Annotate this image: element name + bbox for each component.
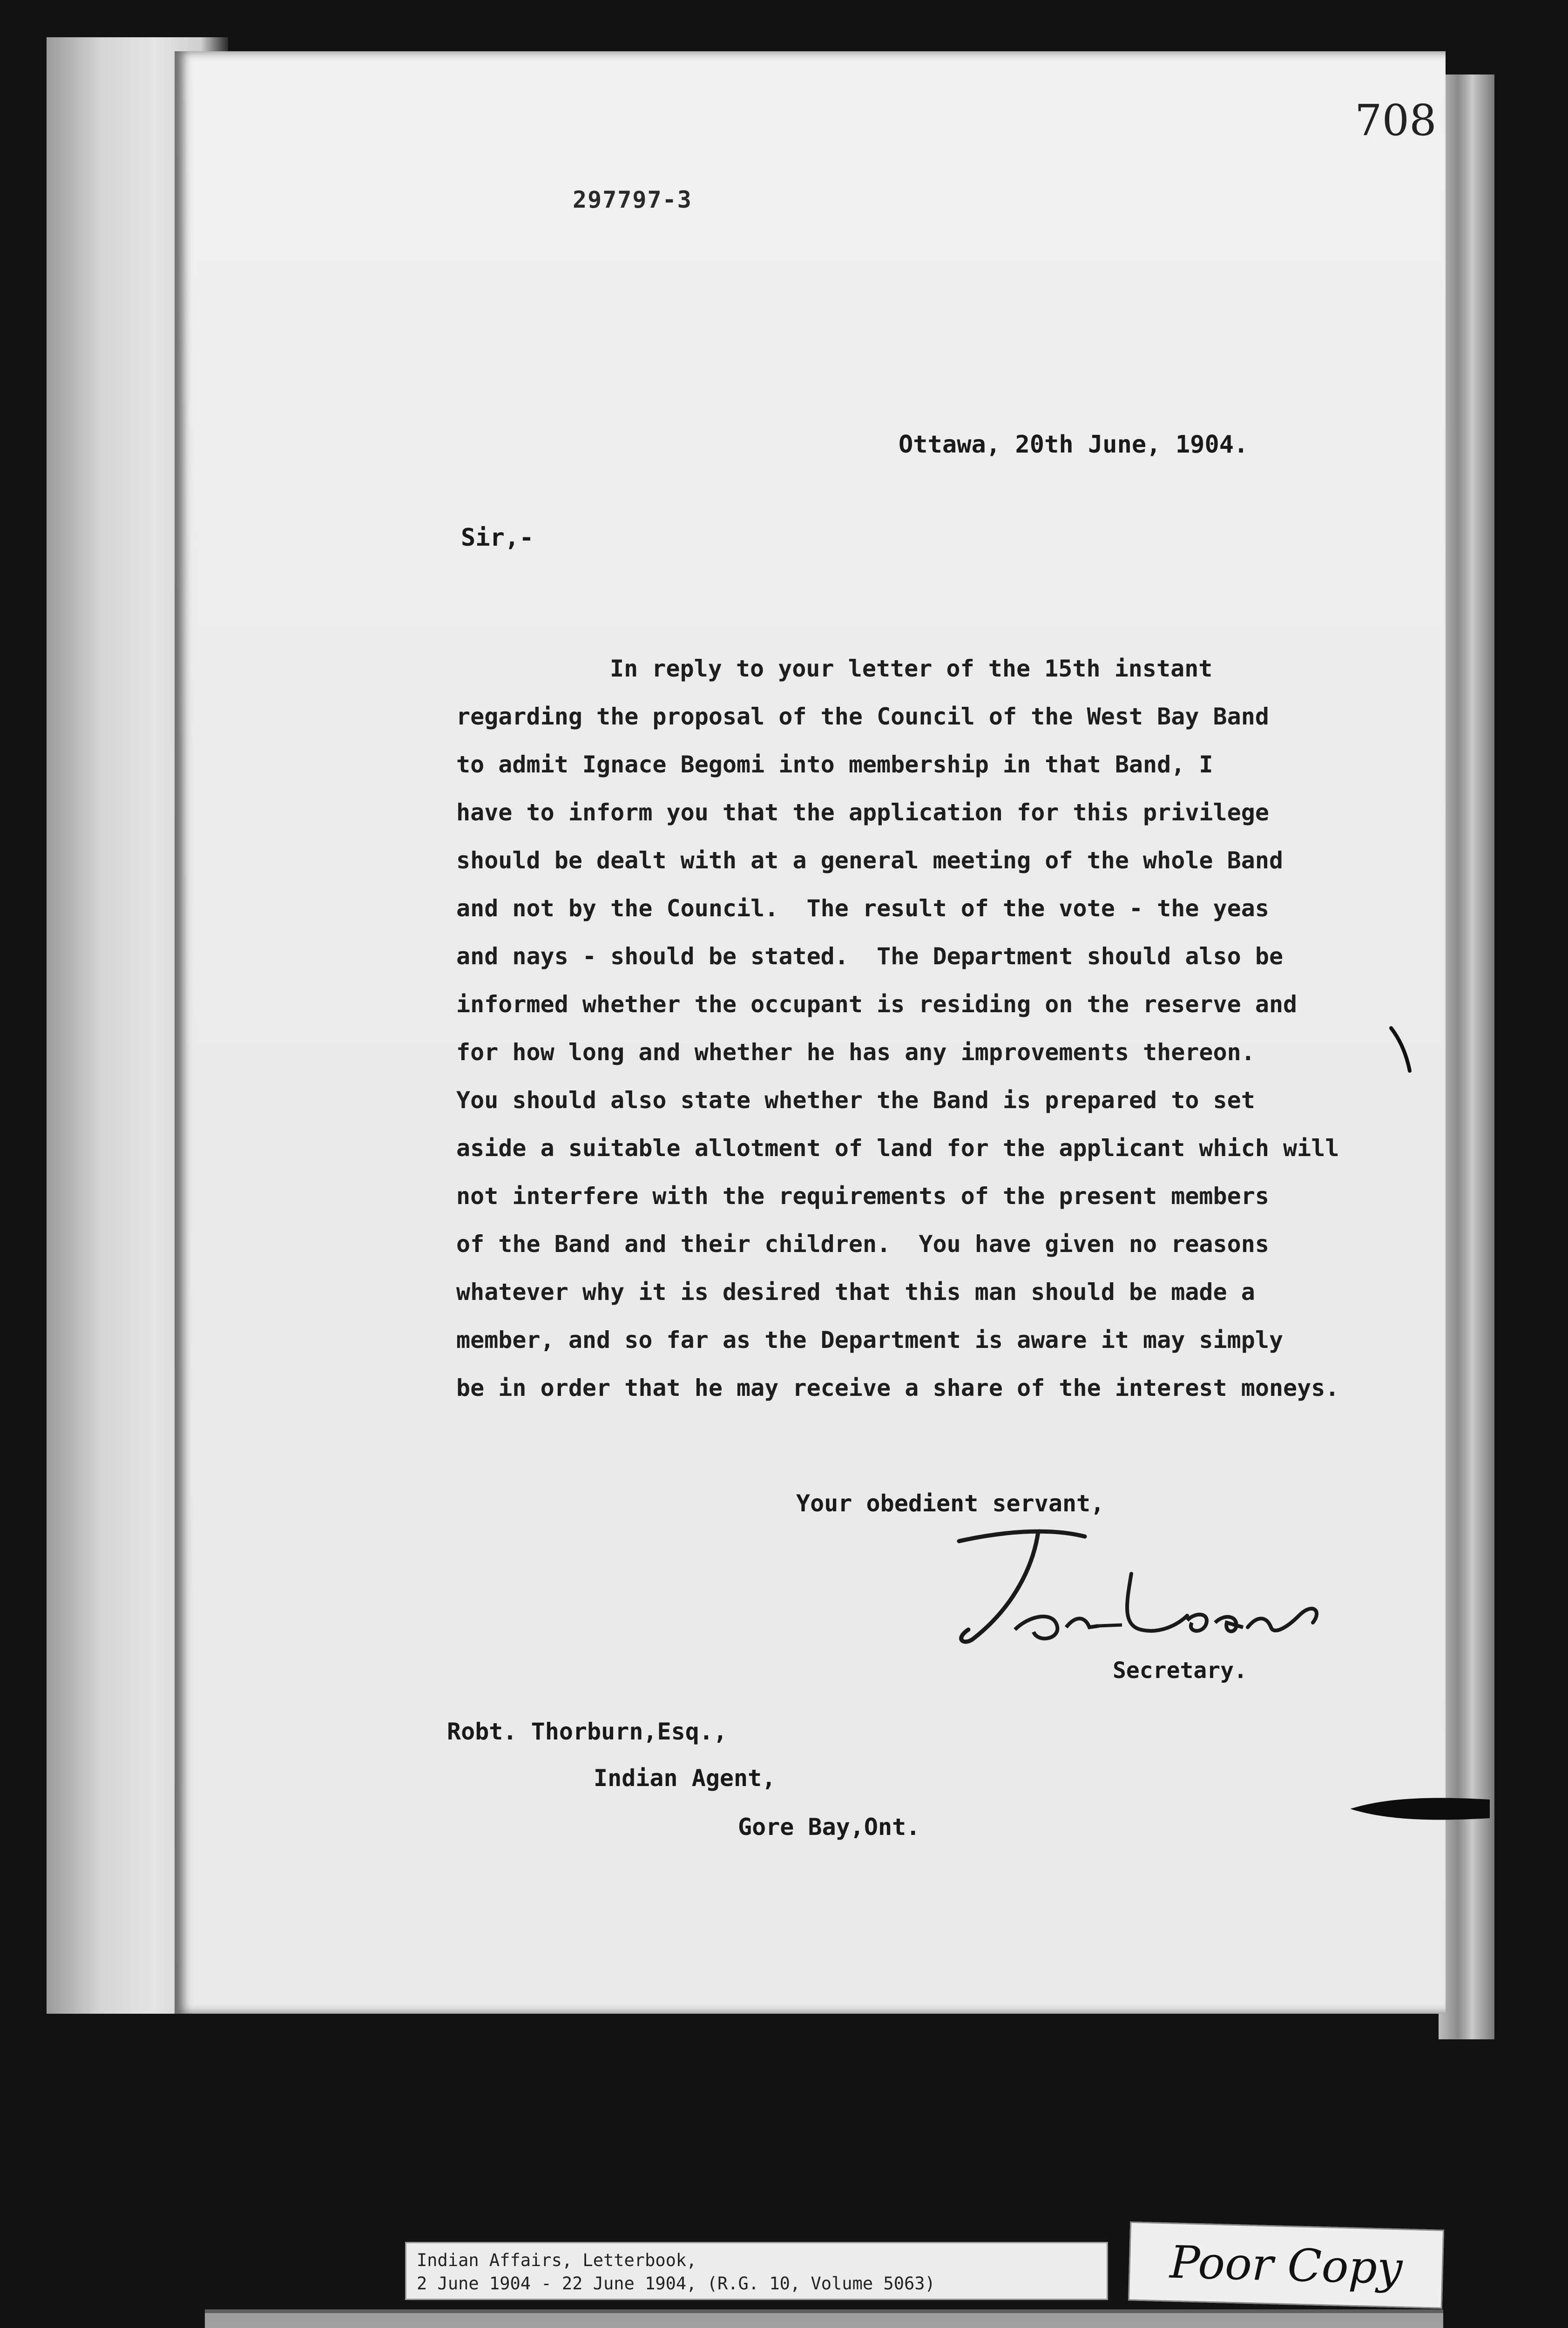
citation-label: [405, 2242, 1108, 2300]
addressee-name: Robt. Thorburn,Esq.,: [447, 1718, 728, 1745]
margin-tick-mark: [1387, 1024, 1415, 1076]
citation-line: Indian Affairs, Letterbook,: [417, 2250, 697, 2270]
pointer-clip-icon: [1350, 1788, 1490, 1830]
body-line: of the Band and their children. You have given no reasons: [456, 1231, 1269, 1258]
handwritten-signature: [945, 1523, 1327, 1662]
body-line: and nays - should be stated. The Department should also be: [456, 943, 1284, 970]
body-line: should be dealt with at a general meeting of the whole Band: [456, 847, 1284, 874]
poor-copy-label: Poor Copy: [1128, 2221, 1444, 2309]
body-line: In reply to your letter of the 15th instant: [610, 655, 1213, 682]
body-line: to admit Ignace Begomi into membership in that Band, I: [456, 751, 1213, 778]
page-stack-edge: [1439, 74, 1494, 2039]
file-number: 297797-3: [573, 186, 692, 213]
body-line: be in order that he may receive a share of the interest moneys.: [456, 1374, 1339, 1401]
public-archives-banner: [205, 2309, 1443, 2328]
body-line: member, and so far as the Department is aware it may simply: [456, 1326, 1284, 1353]
body-line: have to inform you that the application for this privilege: [456, 799, 1269, 826]
body-line: not interfere with the requirements of the present members: [456, 1183, 1269, 1210]
body-line: regarding the proposal of the Council of the West Bay Band: [456, 703, 1269, 730]
body-line: informed whether the occupant is residing on the reserve and: [456, 991, 1298, 1018]
body-line: aside a suitable allotment of land for the applicant which will: [456, 1135, 1339, 1162]
closing: Your obedient servant,: [796, 1490, 1105, 1517]
folio-number: 708: [1355, 95, 1437, 145]
salutation: Sir,-: [461, 524, 534, 552]
body-line: whatever why it is desired that this man should be made a: [456, 1279, 1255, 1306]
signature-title: Secretary.: [1113, 1658, 1247, 1684]
addressee-place: Gore Bay,Ont.: [738, 1814, 920, 1841]
body-line: for how long and whether he has any improvements thereon.: [456, 1039, 1255, 1066]
letter-body: [456, 645, 1387, 1412]
citation-line: 2 June 1904 - 22 June 1904, (R.G. 10, Volume 5063): [417, 2274, 935, 2294]
body-line: You should also state whether the Band is prepared to set: [456, 1087, 1255, 1114]
body-line: and not by the Council. The result of the vote - the yeas: [456, 895, 1269, 922]
addressee-title: Indian Agent,: [594, 1765, 776, 1792]
dateline: Ottawa, 20th June, 1904.: [899, 431, 1249, 459]
